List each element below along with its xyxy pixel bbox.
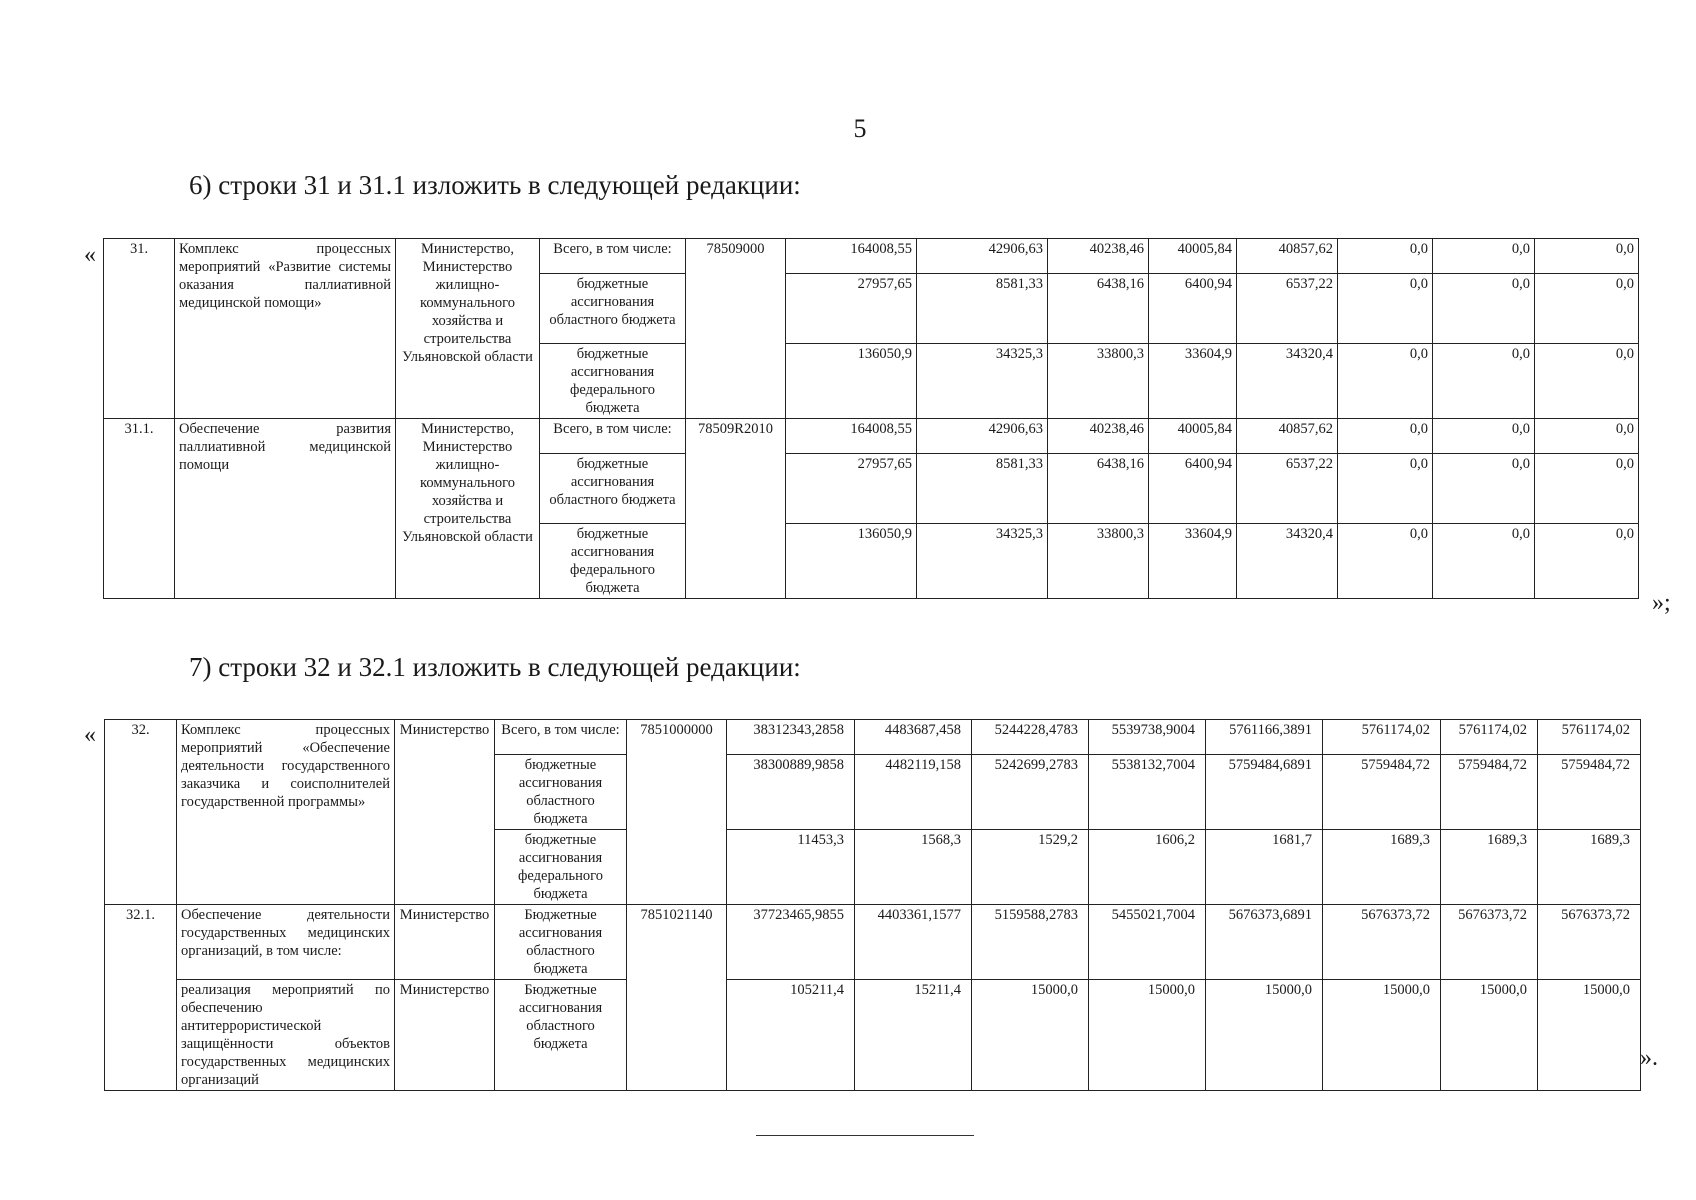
row-number: 31.1. [104, 419, 175, 599]
value-cell: 8581,33 [917, 454, 1048, 524]
row-name: Комплекс процессных мероприятий «Обеспечение деятельности государственного заказчика и соисполнителей государственной программы» [177, 720, 395, 905]
value-cell: 1606,2 [1089, 830, 1206, 905]
row-executor: Министерство, Министерство жилищно-коммунального хозяйства и строительства Ульяновской области [396, 239, 540, 419]
row-code: 7851021140 [627, 905, 727, 1091]
value-cell: 0,0 [1338, 274, 1433, 344]
row-name: реализация мероприятий по обеспечению антитеррористической защищённости объектов государственных медицинских организаций [177, 980, 395, 1091]
row-executor: Министерство [395, 905, 495, 980]
value-cell: 5159588,2783 [972, 905, 1089, 980]
row-source: бюджетные ассигнования федерального бюджета [495, 830, 627, 905]
value-cell: 1689,3 [1538, 830, 1641, 905]
end-of-page-rule [756, 1135, 974, 1136]
value-cell: 6438,16 [1048, 454, 1149, 524]
row-number: 32. [105, 720, 177, 905]
table-row [104, 419, 1639, 454]
value-cell: 34320,4 [1237, 344, 1338, 419]
row-executor: Министерство [395, 980, 495, 1091]
section-6-close-quote: »; [1652, 590, 1671, 616]
value-cell: 0,0 [1535, 274, 1639, 344]
value-cell: 40857,62 [1237, 239, 1338, 274]
value-cell: 0,0 [1433, 454, 1535, 524]
value-cell: 38300889,9858 [727, 755, 855, 830]
value-cell: 6400,94 [1149, 454, 1237, 524]
row-code: 7851000000 [627, 720, 727, 905]
value-cell: 5538132,7004 [1089, 755, 1206, 830]
section-6-heading: 6) строки 31 и 31.1 изложить в следующей редакции: [189, 170, 801, 200]
value-cell: 5759484,6891 [1206, 755, 1323, 830]
value-cell: 136050,9 [786, 344, 917, 419]
value-cell: 33604,9 [1149, 344, 1237, 419]
table-row [104, 239, 1639, 274]
row-source: бюджетные ассигнования областного бюджета [540, 274, 686, 344]
value-cell: 5676373,72 [1538, 905, 1641, 980]
value-cell: 6400,94 [1149, 274, 1237, 344]
table-row [105, 720, 1641, 755]
value-cell: 0,0 [1433, 524, 1535, 599]
row-number: 32.1. [105, 905, 177, 1091]
value-cell: 105211,4 [727, 980, 855, 1091]
value-cell: 1529,2 [972, 830, 1089, 905]
row-source: бюджетные ассигнования федерального бюджета [540, 524, 686, 599]
value-cell: 40005,84 [1149, 239, 1237, 274]
value-cell: 6537,22 [1237, 454, 1338, 524]
value-cell: 42906,63 [917, 239, 1048, 274]
row-source: Всего, в том числе: [495, 720, 627, 755]
value-cell: 0,0 [1338, 239, 1433, 274]
value-cell: 4403361,1577 [855, 905, 972, 980]
row-executor: Министерство [395, 720, 495, 905]
value-cell: 33800,3 [1048, 344, 1149, 419]
value-cell: 6438,16 [1048, 274, 1149, 344]
value-cell: 5676373,6891 [1206, 905, 1323, 980]
value-cell: 136050,9 [786, 524, 917, 599]
row-source: бюджетные ассигнования областного бюджета [540, 454, 686, 524]
row-name: Обеспечение развития паллиативной медицинской помощи [175, 419, 396, 599]
section-6-open-quote: « [84, 242, 96, 268]
row-code: 78509000 [686, 239, 786, 419]
value-cell: 5759484,72 [1538, 755, 1641, 830]
row-name: Комплекс процессных мероприятий «Развитие системы оказания паллиативной медицинской помощи» [175, 239, 396, 419]
value-cell: 15000,0 [1323, 980, 1441, 1091]
value-cell: 5761174,02 [1538, 720, 1641, 755]
value-cell: 0,0 [1535, 454, 1639, 524]
value-cell: 5676373,72 [1323, 905, 1441, 980]
value-cell: 40238,46 [1048, 419, 1149, 454]
row-source: бюджетные ассигнования областного бюджета [495, 755, 627, 830]
section-6-table [103, 238, 1639, 599]
value-cell: 4482119,158 [855, 755, 972, 830]
value-cell: 42906,63 [917, 419, 1048, 454]
row-source: Всего, в том числе: [540, 419, 686, 454]
row-source: Бюджетные ассигнования областного бюджета [495, 905, 627, 980]
value-cell: 27957,65 [786, 274, 917, 344]
value-cell: 164008,55 [786, 419, 917, 454]
value-cell: 1568,3 [855, 830, 972, 905]
row-code: 78509R2010 [686, 419, 786, 599]
value-cell: 40238,46 [1048, 239, 1149, 274]
value-cell: 5244228,4783 [972, 720, 1089, 755]
value-cell: 1689,3 [1441, 830, 1538, 905]
value-cell: 6537,22 [1237, 274, 1338, 344]
value-cell: 15000,0 [972, 980, 1089, 1091]
value-cell: 1681,7 [1206, 830, 1323, 905]
value-cell: 15000,0 [1441, 980, 1538, 1091]
value-cell: 5761166,3891 [1206, 720, 1323, 755]
row-source: Всего, в том числе: [540, 239, 686, 274]
value-cell: 0,0 [1433, 344, 1535, 419]
row-source: Бюджетные ассигнования областного бюджета [495, 980, 627, 1091]
section-7-open-quote: « [84, 722, 96, 748]
value-cell: 0,0 [1535, 524, 1639, 599]
value-cell: 164008,55 [786, 239, 917, 274]
row-source: бюджетные ассигнования федерального бюджета [540, 344, 686, 419]
value-cell: 5759484,72 [1441, 755, 1538, 830]
value-cell: 40005,84 [1149, 419, 1237, 454]
value-cell: 40857,62 [1237, 419, 1338, 454]
value-cell: 38312343,2858 [727, 720, 855, 755]
value-cell: 15000,0 [1089, 980, 1206, 1091]
value-cell: 37723465,9855 [727, 905, 855, 980]
value-cell: 0,0 [1433, 239, 1535, 274]
page-number: 5 [853, 114, 867, 143]
value-cell: 0,0 [1433, 419, 1535, 454]
section-7-table [104, 719, 1641, 1091]
value-cell: 0,0 [1338, 419, 1433, 454]
value-cell: 1689,3 [1323, 830, 1441, 905]
value-cell: 15211,4 [855, 980, 972, 1091]
section-7-heading: 7) строки 32 и 32.1 изложить в следующей редакции: [189, 652, 801, 682]
value-cell: 5761174,02 [1323, 720, 1441, 755]
value-cell: 5676373,72 [1441, 905, 1538, 980]
value-cell: 5242699,2783 [972, 755, 1089, 830]
table-row [105, 905, 1641, 980]
value-cell: 5759484,72 [1323, 755, 1441, 830]
value-cell: 0,0 [1535, 344, 1639, 419]
value-cell: 15000,0 [1206, 980, 1323, 1091]
value-cell: 5455021,7004 [1089, 905, 1206, 980]
value-cell: 0,0 [1338, 524, 1433, 599]
value-cell: 0,0 [1338, 454, 1433, 524]
value-cell: 34325,3 [917, 524, 1048, 599]
value-cell: 15000,0 [1538, 980, 1641, 1091]
value-cell: 0,0 [1433, 274, 1535, 344]
value-cell: 5761174,02 [1441, 720, 1538, 755]
row-number: 31. [104, 239, 175, 419]
table-row [105, 980, 1641, 1091]
value-cell: 34325,3 [917, 344, 1048, 419]
value-cell: 33604,9 [1149, 524, 1237, 599]
value-cell: 0,0 [1338, 344, 1433, 419]
value-cell: 11453,3 [727, 830, 855, 905]
value-cell: 27957,65 [786, 454, 917, 524]
row-executor: Министерство, Министерство жилищно-коммунального хозяйства и строительства Ульяновской области [396, 419, 540, 599]
value-cell: 34320,4 [1237, 524, 1338, 599]
value-cell: 5539738,9004 [1089, 720, 1206, 755]
section-7-close-quote: ». [1640, 1045, 1658, 1071]
value-cell: 0,0 [1535, 239, 1639, 274]
row-name: Обеспечение деятельности государственных медицинских организаций, в том числе: [177, 905, 395, 980]
value-cell: 33800,3 [1048, 524, 1149, 599]
value-cell: 8581,33 [917, 274, 1048, 344]
value-cell: 0,0 [1535, 419, 1639, 454]
value-cell: 4483687,458 [855, 720, 972, 755]
